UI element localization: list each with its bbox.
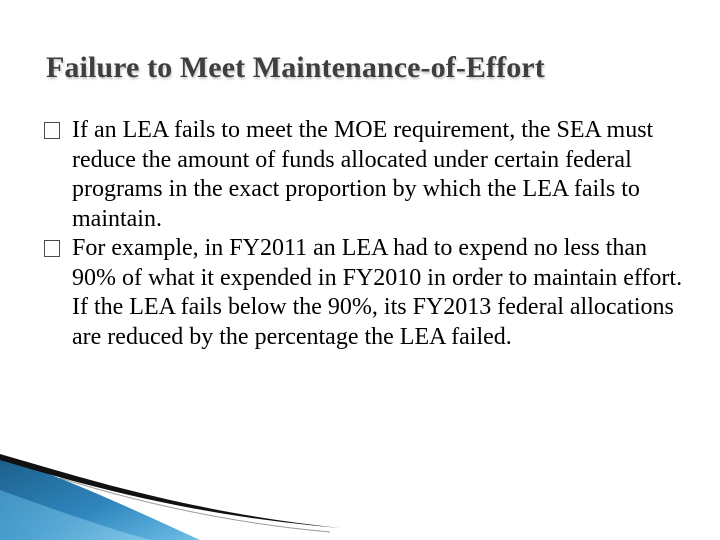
bullet-item: [44, 234, 684, 352]
square-bullet-icon: [44, 240, 60, 257]
bullet-text: If an LEA fails to meet the MOE requirement, the SEA must reduce the amount of funds allocated under certain federal programs in the exact proportion by which the LEA fails to maintain.: [72, 117, 654, 232]
bullet-list: [44, 116, 684, 352]
bullet-item: [44, 116, 684, 234]
slide-title: Failure to Meet Maintenance-of-Effort: [46, 51, 545, 84]
square-bullet-icon: [44, 122, 60, 139]
decorative-swoosh: [0, 450, 340, 540]
bullet-text: For example, in FY2011 an LEA had to expend no less than 90% of what it expended in FY2010 in order to maintain effort. If the LEA fails below the 90%, its FY2013 federal allocations are reduced by the percentage the LEA failed.: [72, 235, 683, 350]
